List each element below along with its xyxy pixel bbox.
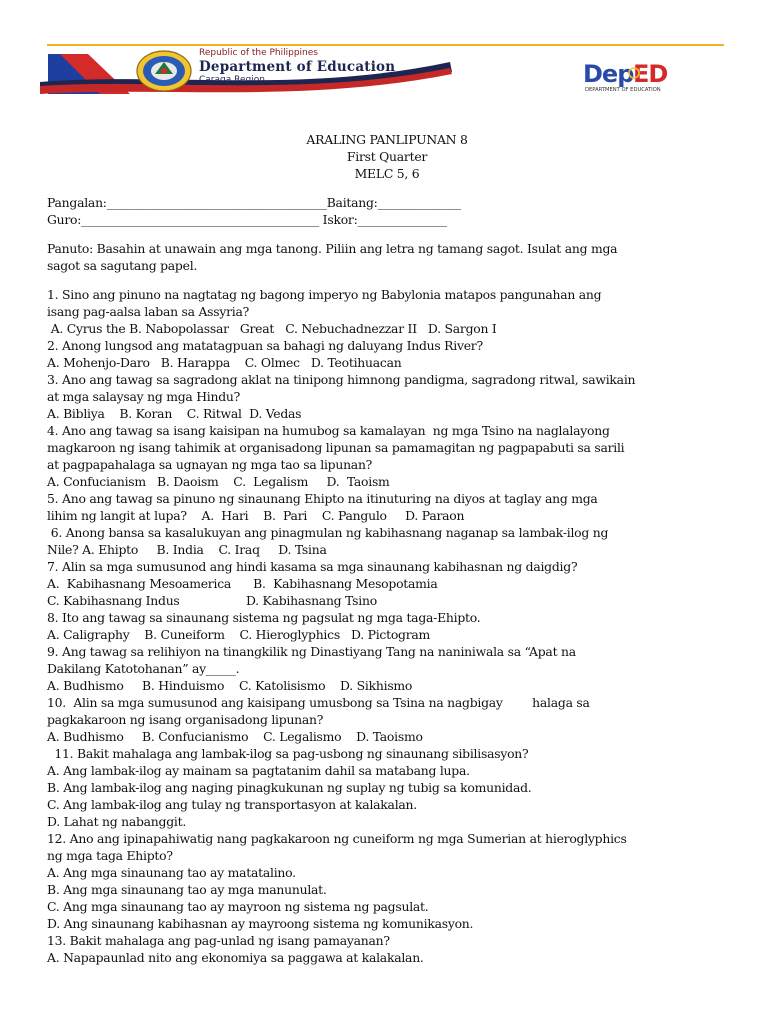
- question-line: pagkakaroon ng isang organisadong lipunan?: [47, 712, 324, 727]
- svg-text:DEPARTMENT OF EDUCATION: DEPARTMENT OF EDUCATION: [585, 87, 661, 93]
- choice-line: B. Ang mga sinaunang tao ay mga manunulat.: [47, 882, 327, 897]
- department-title: Department of Education: [199, 59, 396, 75]
- choice-line: C. Ang lambak-ilog ang tulay ng transportasyon at kalakalan.: [47, 797, 417, 812]
- choice-line: A. Budhismo B. Confucianismo C. Legalismo D. Taoismo: [47, 729, 423, 744]
- deped-caraga-seal-icon: [135, 50, 193, 92]
- choice-line: A. Ang mga sinaunang tao ay matatalino.: [47, 865, 296, 880]
- letterhead: [0, 0, 768, 100]
- question-line: 4. Ano ang tawag sa isang kaisipan na humubog sa kamalayan ng mga Tsino na naglalayong: [47, 423, 610, 438]
- choice-line: A. Napapaunlad nito ang ekonomiya sa paggawa at kalakalan.: [47, 950, 424, 965]
- choice-line: B. Ang lambak-ilog ang naging pinagkukunan ng suplay ng tubig sa komunidad.: [47, 780, 532, 795]
- question-line: 2. Anong lungsod ang matatagpuan sa bahagi ng daluyang Indus River?: [47, 338, 483, 353]
- question-line: 1. Sino ang pinuno na nagtatag ng bagong imperyo ng Babylonia matapos pangunahan ang: [47, 287, 602, 302]
- melc-title: MELC 5, 6: [354, 166, 420, 181]
- svg-text:ED: ED: [633, 60, 668, 88]
- question-line: 13. Bakit mahalaga ang pag-unlad ng isang pamayanan?: [47, 933, 390, 948]
- question-line: 8. Ito ang tawag sa sinaunang sistema ng pagsulat ng mga taga-Ehipto.: [47, 610, 481, 625]
- choice-line: D. Lahat ng nabanggit.: [47, 814, 187, 829]
- directions-line: sagot sa sagutang papel.: [47, 258, 198, 273]
- worksheet-body: [47, 131, 727, 966]
- directions-line: Panuto: Basahin at unawain ang mga tanong. Piliin ang letra ng tamang sagot. Isulat ang mga: [47, 241, 618, 256]
- choice-line: A. Caligraphy B. Cuneiform C. Hieroglyphics D. Pictogram: [47, 627, 431, 642]
- question-line: lihim ng langit at lupa? A. Hari B. Pari C. Pangulo D. Paraon: [47, 508, 465, 523]
- choice-line: A. Cyrus the B. Nabopolassar Great C. Nebuchadnezzar II D. Sargon I: [47, 321, 497, 336]
- quarter-title: First Quarter: [346, 149, 428, 164]
- question-line: 12. Ano ang ipinapahiwatig nang pagkakaroon ng cuneiform ng mga Sumerian at hieroglyphics: [47, 831, 627, 846]
- question-line: Nile? A. Ehipto B. India C. Iraq D. Tsina: [47, 542, 327, 557]
- question-line: at mga salaysay ng mga Hindu?: [47, 389, 241, 404]
- subject-title: ARALING PANLIPUNAN 8: [306, 132, 468, 147]
- choice-line: A. Budhismo B. Hinduismo C. Katolisismo D. Sikhismo: [47, 678, 413, 693]
- question-line: 10. Alin sa mga sumusunod ang kaisipang umusbong sa Tsina na nagbigay halaga sa: [47, 695, 590, 710]
- choice-line: A. Bibliya B. Koran C. Ritwal D. Vedas: [47, 406, 302, 421]
- choice-line: A. Kabihasnang Mesoamerica B. Kabihasnang Mesopotamia: [47, 576, 438, 591]
- choice-line: C. Ang mga sinaunang tao ay mayroon ng sistema ng pagsulat.: [47, 899, 429, 914]
- choice-line: C. Kabihasnang Indus D. Kabihasnang Tsino: [47, 593, 377, 608]
- question-line: Dakilang Katotohanan” ay_____.: [47, 661, 240, 676]
- question-line: 11. Bakit mahalaga ang lambak-ilog sa pag-usbong ng sinaunang sibilisasyon?: [47, 746, 529, 761]
- choice-line: D. Ang sinaunang kabihasnan ay mayroong sistema ng komunikasyon.: [47, 916, 474, 931]
- question-line: magkaroon ng isang tahimik at organisadong lipunan sa pamamagitan ng pagpapabuti sa sarili: [47, 440, 625, 455]
- deped-logo: [583, 60, 693, 94]
- choice-line: A. Ang lambak-ilog ay mainam sa pagtatanim dahil sa matabang lupa.: [47, 763, 470, 778]
- choice-line: A. Confucianism B. Daoism C. Legalism D. Taoism: [47, 474, 390, 489]
- region-text: Caraga Region: [199, 75, 265, 85]
- question-line: 5. Ano ang tawag sa pinuno ng sinaunang Ehipto na itinuturing na diyos at taglay ang mga: [47, 491, 598, 506]
- question-line: 9. Ang tawag sa relihiyon na tinangkilik ng Dinastiyang Tang na naniniwala sa “Apat na: [47, 644, 576, 659]
- choice-line: A. Mohenjo-Daro B. Harappa C. Olmec D. Teotihuacan: [47, 355, 402, 370]
- name-grade-field[interactable]: Pangalan:_____________________________________Baitang:______________: [47, 195, 461, 210]
- question-line: 7. Alin sa mga sumusunod ang hindi kasama sa mga sinaunang kabihasnan ng daigdig?: [47, 559, 578, 574]
- question-line: 3. Ano ang tawag sa sagradong aklat na tinipong himnong pandigma, sagradong ritwal, sawikain: [47, 372, 636, 387]
- question-line: at pagpapahalaga sa ugnayan ng mga tao sa lipunan?: [47, 457, 373, 472]
- question-line: ng mga taga Ehipto?: [47, 848, 173, 863]
- question-line: 6. Anong bansa sa kasalukuyan ang pinagmulan ng kabihasnang naganap sa lambak-ilog ng: [47, 525, 609, 540]
- svg-text:Dep: Dep: [583, 60, 634, 88]
- republic-text: Republic of the Philippines: [199, 48, 318, 58]
- teacher-score-field[interactable]: Guro:________________________________________ Iskor:_______________: [47, 212, 447, 227]
- question-line: isang pag-aalsa laban sa Assyria?: [47, 304, 250, 319]
